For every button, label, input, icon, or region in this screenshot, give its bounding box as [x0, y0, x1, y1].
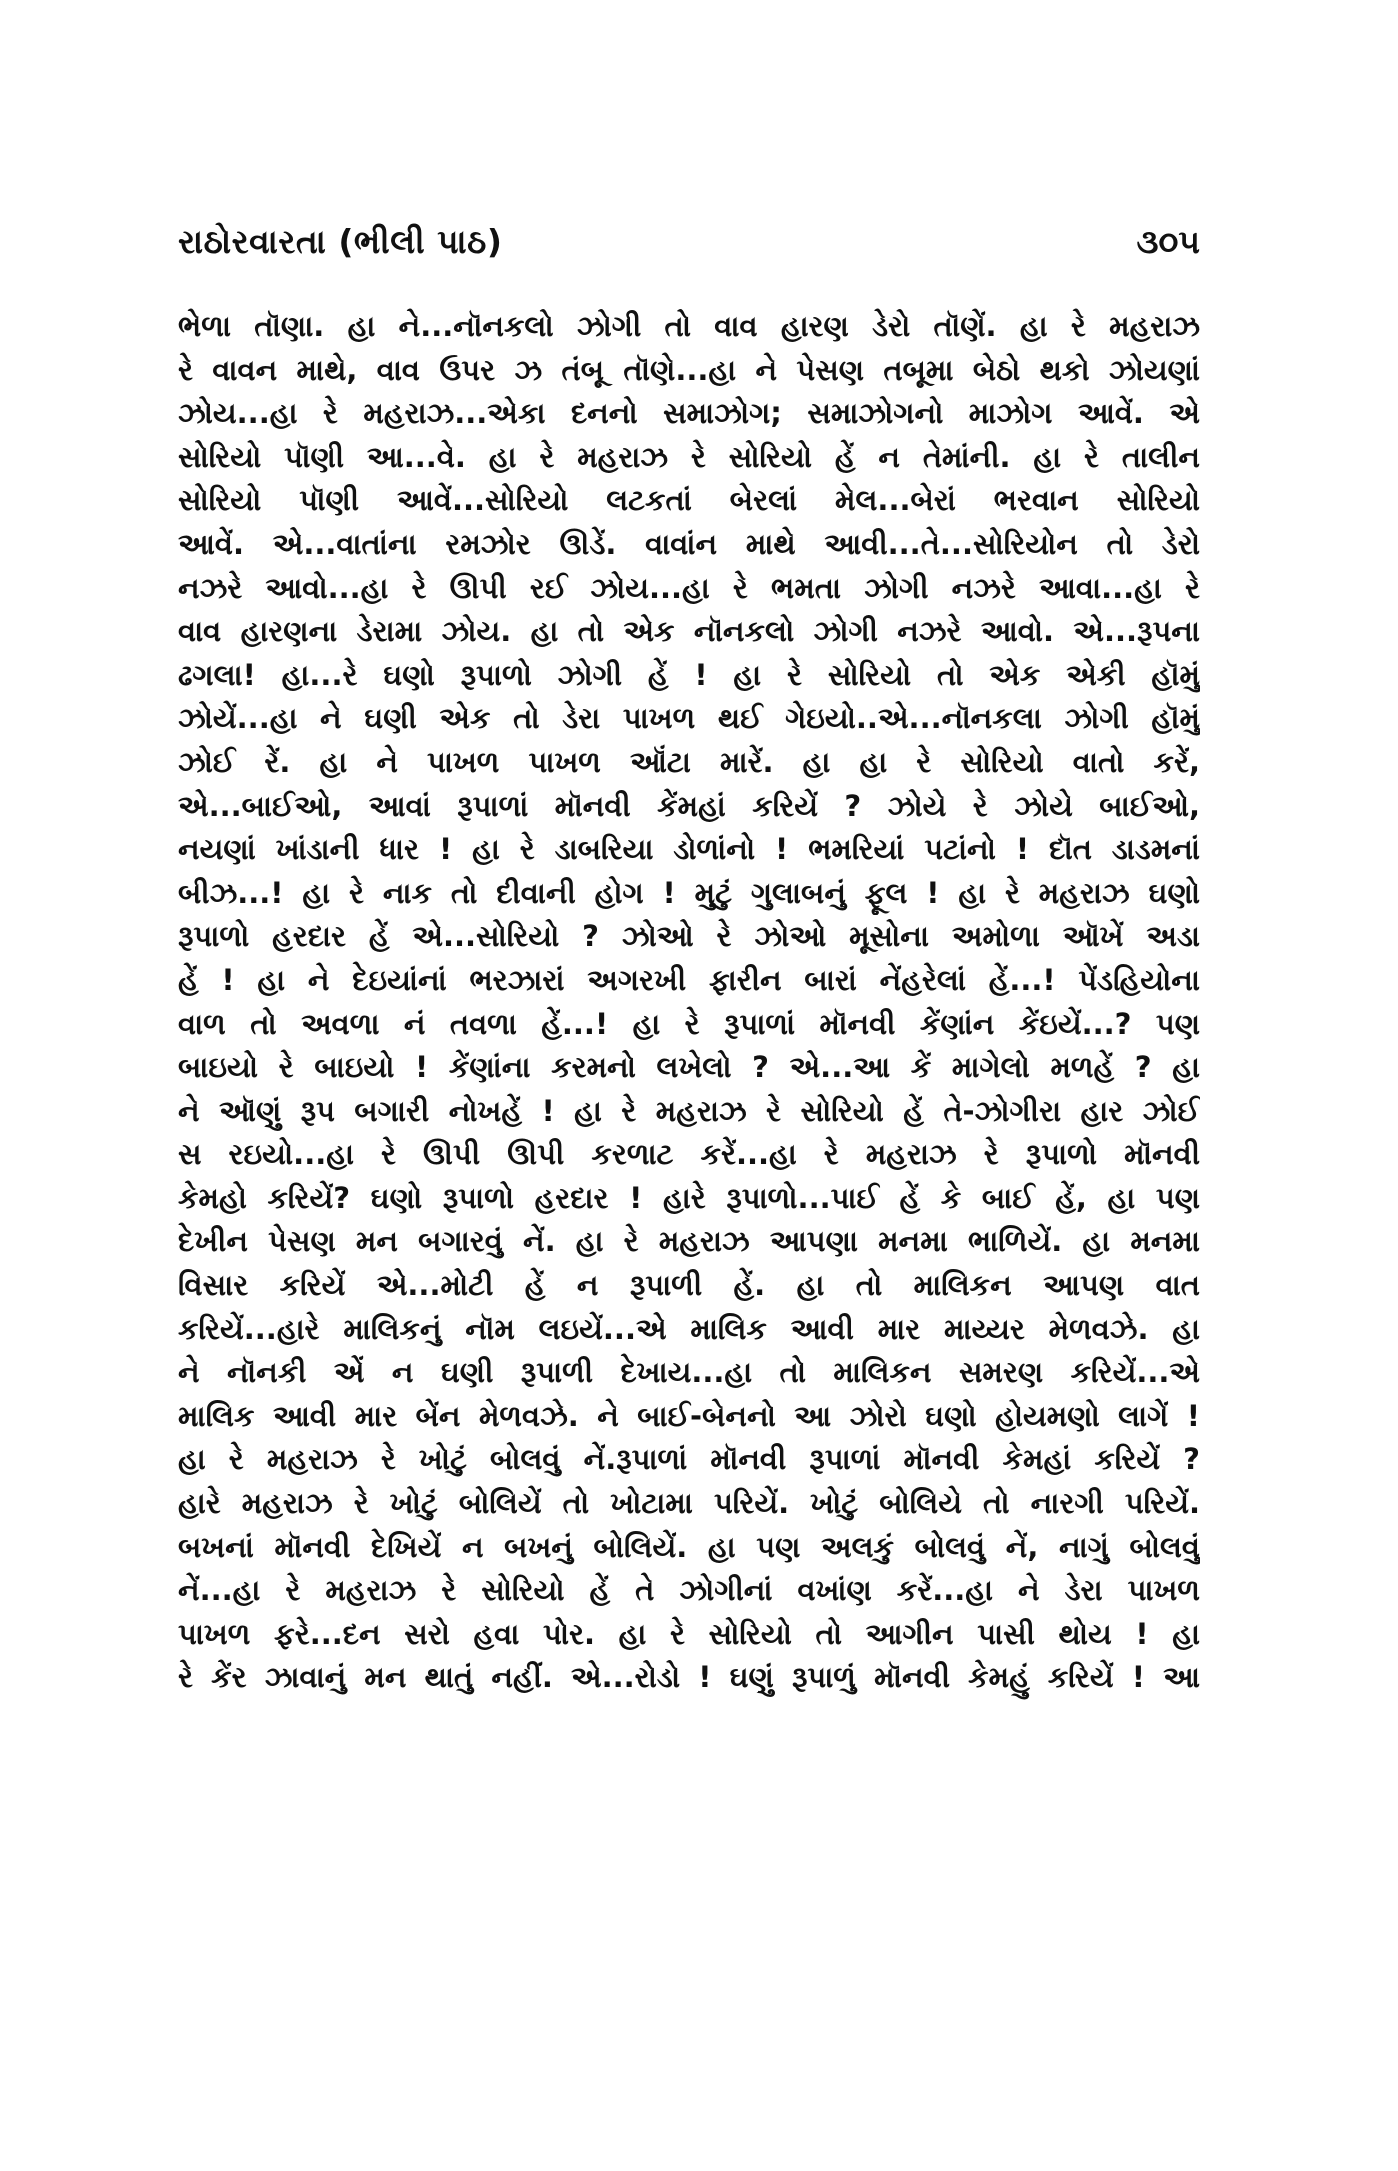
text-line: સ રઇયો...હા રે ઊપી ઊપી કરળાટ કરેં...હા રે મહરાઝ રે રૂપાળો મૉનવી — [178, 1137, 1200, 1172]
body-text — [178, 305, 1200, 1700]
text-line: ઝોય...હા રે મહરાઝ...એકા દનનો સમાઝોગ; સમાઝોગનો માઝોગ આવેં. એ — [178, 396, 1200, 431]
text-line: આવેં. એ...વાતાંના રમઝોર ઊડેં. વાવાંન માથે આવી...તે...સોરિયોન તો ડેરો — [178, 526, 1200, 561]
text-line: સોરિયો પૉણી આવેં...સોરિયો લટકતાં બેરલાં મેલ...બેરાં ભરવાન સોરિયો — [178, 483, 1200, 518]
running-header — [178, 222, 1200, 272]
text-line: રે વાવન માથે, વાવ ઉપર ઝ તંબૂ તૉણે...હા ને પેસણ તબૂમા બેઠો થકો ઝોયણાં — [178, 352, 1200, 387]
running-title: રાઠોરવારતા (ભીલી પાઠ) — [178, 222, 503, 261]
text-line: ઝોયેં...હા ને ઘણી એક તો ડેરા પાખળ થઈ ગેઇયો..એ...નૉનકલા ઝોગી હૉમું — [178, 701, 1200, 736]
text-line: ને નૉનકી એં ન ઘણી રૂપાળી દેખાય...હા તો માલિકન સમરણ કરિયેં...એ — [178, 1355, 1200, 1390]
text-line: રૂપાળો હરદાર હેં એ...સોરિયો ? ઝોઓ રે ઝોઓ મૂસોના અમોળા ઑખેં અડા — [178, 919, 1200, 954]
text-line: હારે મહરાઝ રે ખોટું બોલિયેં તો ખોટામા પરિયેં. ખોટું બોલિયે તો નારગી પરિયેં. — [178, 1486, 1200, 1521]
text-line: હેં ! હા ને દેઇયાંનાં ભરઝારાં અગરખી ફારીન બારાં નેંહરેલાં હેં...! પેંડહિયોના — [178, 962, 1200, 997]
text-line: કરિયેં...હારે માલિકનું નૉમ લઇયેં...એ માલિક આવી માર માય્યર મેળવઝે. હા — [178, 1311, 1200, 1346]
text-line: પાખળ ફરે...દન સરો હવા પોર. હા રે સોરિયો તો આગીન પાસી થોય ! હા — [178, 1616, 1200, 1651]
text-line: વાળ તો અવળા નં તવળા હેં...! હા રે રૂપાળાં મૉનવી કેંણાંન કેંઇયેં...? પણ — [178, 1006, 1200, 1041]
text-line: ઝોઈ રેં. હા ને પાખળ પાખળ ઑંટા મારેં. હા હા રે સોરિયો વાતો કરેં, — [178, 744, 1200, 779]
text-line: નયણાં ખાંડાની ધાર ! હા રે ડાબરિયા ડોળાંનો ! ભમરિયાં પટાંનો ! દૉત ડાડમનાં — [178, 832, 1200, 867]
text-line: નઝરે આવો...હા રે ઊપી રઈ ઝોય...હા રે ભમતા ઝોગી નઝરે આવા...હા રે — [178, 570, 1200, 605]
text-line: બીઝ...! હા રે નાક તો દીવાની હોગ ! મુટું ગુલાબનું ફૂલ ! હા રે મહરાઝ ઘણો — [178, 875, 1200, 910]
text-line: હા રે મહરાઝ રે ખોટું બોલવું નેં.રૂપાળાં મૉનવી રૂપાળાં મૉનવી કેમહાં કરિયેં ? — [178, 1442, 1200, 1477]
text-line: એ...બાઈઓ, આવાં રૂપાળાં મૉનવી કેંમહાં કરિયેં ? ઝોયે રે ઝોયે બાઈઓ, — [178, 788, 1200, 823]
text-line: વાવ હારણના ડેરામા ઝોય. હા તો એક નૉનકલો ઝોગી નઝરે આવો. એ...રૂપના — [178, 614, 1200, 649]
page-number: ૩૦૫ — [1136, 222, 1200, 261]
text-line: બખનાં મૉનવી દેખિયેં ન બખનું બોલિયેં. હા પણ અલકું બોલવું નેં, નાગું બોલવું — [178, 1529, 1200, 1564]
text-line: નેં...હા રે મહરાઝ રે સોરિયો હેં તે ઝોગીનાં વખાંણ કરેં...હા ને ડેરા પાખળ — [178, 1573, 1200, 1608]
text-line: કેમહો કરિયેં? ઘણો રૂપાળો હરદાર ! હારે રૂપાળો...પાઈ હેં કે બાઈ હેં, હા પણ — [178, 1180, 1200, 1215]
text-line: સોરિયો પૉણી આ...વે. હા રે મહરાઝ રે સોરિયો હેં ન તેમાંની. હા રે તાલીન — [178, 439, 1200, 474]
text-line: ભેળા તૉણા. હા ને...નૉનકલો ઝોગી તો વાવ હારણ ડેરો તૉણેં. હા રે મહરાઝ — [178, 309, 1200, 343]
text-line: ઢગલા! હા...રે ઘણો રૂપાળો ઝોગી હેં ! હા રે સોરિયો તો એક એકી હૉમું — [178, 657, 1200, 692]
text-line: રે કેંર ઝાવાનું મન થાતું નહીં. એ...રોડો ! ઘણું રૂપાળું મૉનવી કેમહું કરિયેં ! આ — [178, 1660, 1200, 1695]
text-line: બાઇયો રે બાઇયો ! કેંણાંના કરમનો લખેલો ? એ...આ કેં માગેલો મળહેં ? હા — [178, 1050, 1200, 1085]
text-line: વિસાર કરિયેં એ...મોટી હેં ન રૂપાળી હેં. હા તો માલિકન આપણ વાત — [178, 1268, 1200, 1303]
text-line: દેખીન પેસણ મન બગારવું નેં. હા રે મહરાઝ આપણા મનમા ભાળિયેં. હા મનમા — [178, 1224, 1200, 1259]
text-line: ને ઑણું રૂપ બગારી નોખહેં ! હા રે મહરાઝ રે સોરિયો હેં તે-ઝોગીરા હાર ઝોઈ — [178, 1093, 1200, 1128]
text-line: માલિક આવી માર બેંન મેળવઝે. ને બાઈ-બેનનો આ ઝોરો ઘણો હોયમણો લાગેં ! — [178, 1398, 1200, 1433]
